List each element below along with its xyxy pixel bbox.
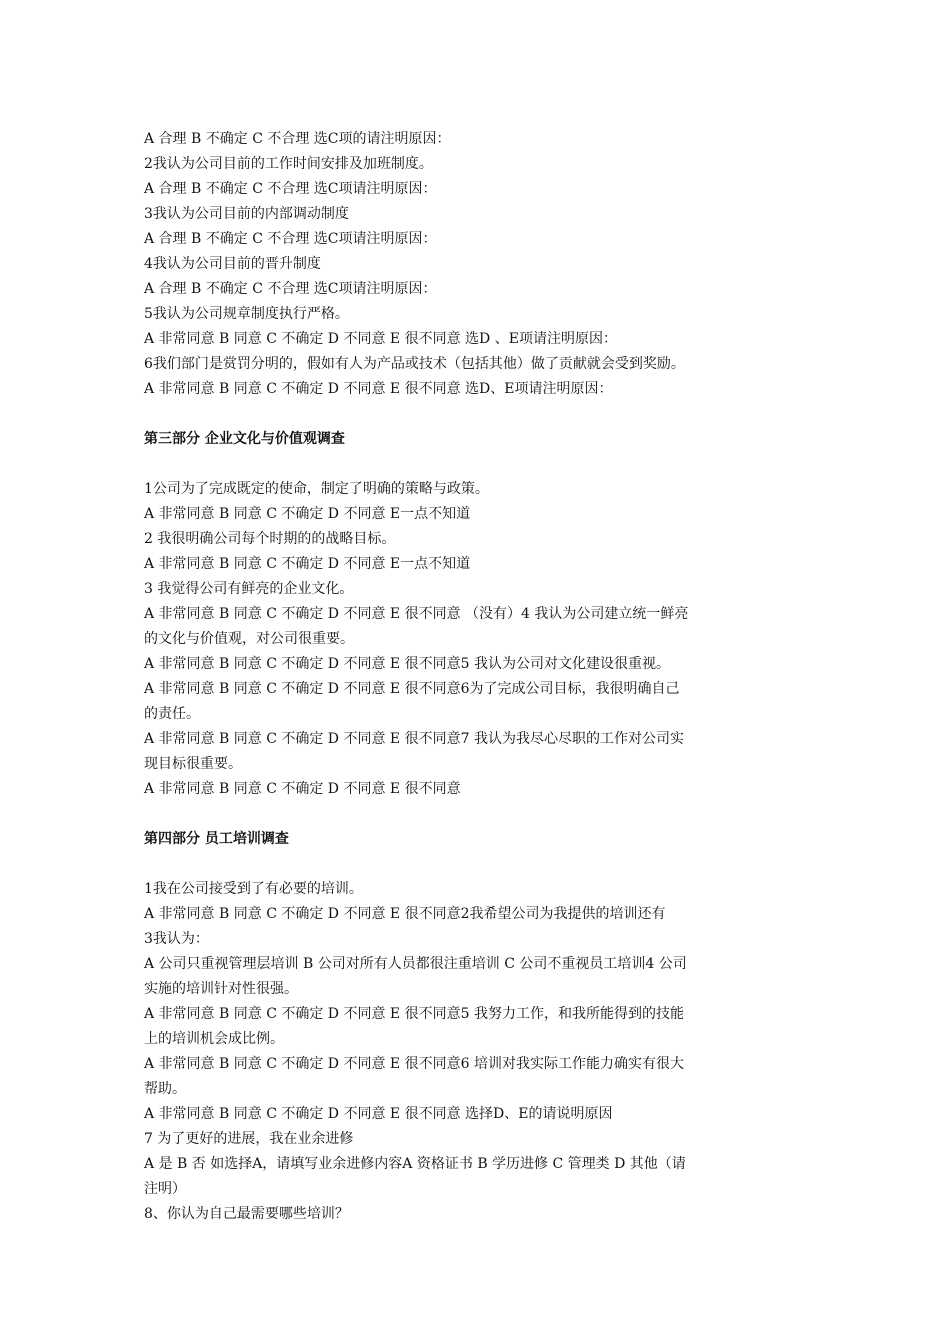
text-line: A 非常同意 B 同意 C 不确定 D 不同意 E 很不同意5 我认为公司对文化建设很重视。 bbox=[144, 656, 670, 672]
text-line: A 公司只重视管理层培训 B 公司对所有人员都很注重培训 C 公司不重视员工培训4 公司 bbox=[144, 956, 687, 972]
text-line: A 合理 B 不确定 C 不合理 选C项请注明原因： bbox=[144, 231, 437, 247]
text-line: 1我在公司接受到了有必要的培训。 bbox=[144, 881, 363, 897]
text-line: 现目标很重要。 bbox=[144, 756, 242, 772]
text-line: A 非常同意 B 同意 C 不确定 D 不同意 E 很不同意5 我努力工作，和我所能得到的技能 bbox=[144, 1006, 684, 1022]
spacer bbox=[144, 852, 809, 877]
text-line: 3我认为： bbox=[144, 931, 209, 947]
text-line: 2我认为公司目前的工作时间安排及加班制度。 bbox=[144, 156, 433, 172]
text-line: A 非常同意 B 同意 C 不确定 D 不同意 E一点不知道 bbox=[144, 506, 471, 522]
text-line: 6我们部门是赏罚分明的，假如有人为产品或技术（包括其他）做了贡献就会受到奖励。 bbox=[144, 356, 685, 372]
spacer bbox=[144, 452, 809, 477]
text-line: A 非常同意 B 同意 C 不确定 D 不同意 E 很不同意2我希望公司为我提供的培训还有 bbox=[144, 906, 666, 922]
text-line: 4我认为公司目前的晋升制度 bbox=[144, 256, 321, 272]
text-line: 5我认为公司规章制度执行严格。 bbox=[144, 306, 349, 322]
text-line: 的文化与价值观，对公司很重要。 bbox=[144, 631, 354, 647]
text-line: A 非常同意 B 同意 C 不确定 D 不同意 E 很不同意6为了完成公司目标，我很明确自己 bbox=[144, 681, 680, 697]
text-line: A 非常同意 B 同意 C 不确定 D 不同意 E 很不同意 选D、E项请注明原因： bbox=[144, 381, 613, 397]
text-line: 的责任。 bbox=[144, 706, 200, 722]
section-heading: 第四部分 员工培训调查 bbox=[144, 831, 289, 847]
text-line: 上的培训机会成比例。 bbox=[144, 1031, 284, 1047]
section-heading: 第三部分 企业文化与价值观调查 bbox=[144, 431, 345, 447]
text-line: A 非常同意 B 同意 C 不确定 D 不同意 E一点不知道 bbox=[144, 556, 471, 572]
text-line: 帮助。 bbox=[144, 1081, 186, 1097]
text-line: A 非常同意 B 同意 C 不确定 D 不同意 E 很不同意 选D 、E项请注明原因： bbox=[144, 331, 617, 347]
text-line: 7 为了更好的进展，我在业余进修 bbox=[144, 1131, 354, 1147]
text-line: 1公司为了完成既定的使命，制定了明确的策略与政策。 bbox=[144, 481, 489, 497]
text-line: A 非常同意 B 同意 C 不确定 D 不同意 E 很不同意 bbox=[144, 781, 461, 797]
text-line: A 非常同意 B 同意 C 不确定 D 不同意 E 很不同意7 我认为我尽心尽职的工作对公司实 bbox=[144, 731, 684, 747]
text-line: A 合理 B 不确定 C 不合理 选C项请注明原因： bbox=[144, 281, 437, 297]
text-line: 实施的培训针对性很强。 bbox=[144, 981, 298, 997]
text-line: A 非常同意 B 同意 C 不确定 D 不同意 E 很不同意 选择D、E的请说明原因 bbox=[144, 1106, 613, 1122]
spacer bbox=[144, 802, 809, 827]
text-line: A 非常同意 B 同意 C 不确定 D 不同意 E 很不同意6 培训对我实际工作能力确实有很大 bbox=[144, 1056, 684, 1072]
text-line: 8、你认为自己最需要哪些培训？ bbox=[144, 1206, 349, 1222]
text-line: 3 我觉得公司有鲜亮的企业文化。 bbox=[144, 581, 354, 597]
text-line: A 合理 B 不确定 C 不合理 选C项请注明原因： bbox=[144, 181, 437, 197]
text-line: 3我认为公司目前的内部调动制度 bbox=[144, 206, 349, 222]
document-body bbox=[144, 127, 809, 1227]
text-line: A 合理 B 不确定 C 不合理 选C项的请注明原因： bbox=[144, 131, 451, 147]
spacer bbox=[144, 402, 809, 427]
text-line: 注明） bbox=[144, 1181, 186, 1197]
text-line: 2 我很明确公司每个时期的的战略目标。 bbox=[144, 531, 396, 547]
text-line: A 是 B 否 如选择A，请填写业余进修内容A 资格证书 B 学历进修 C 管理类 D 其他（请 bbox=[144, 1156, 686, 1172]
text-line: A 非常同意 B 同意 C 不确定 D 不同意 E 很不同意 （没有）4 我认为公司建立统一鲜亮 bbox=[144, 606, 689, 622]
